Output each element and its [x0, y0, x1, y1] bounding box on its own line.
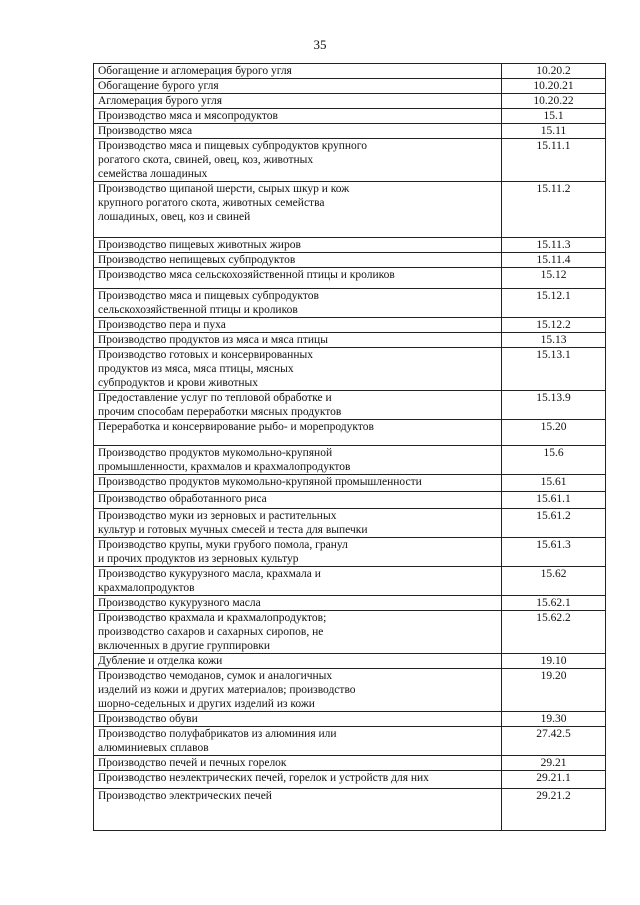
- activity-code: 15.13.1: [502, 348, 606, 391]
- activity-name: Производство продуктов мукомольно-крупяной промышленности, крахмалов и крахмалопродуктов: [94, 446, 502, 475]
- activity-name: Производство печей и печных горелок: [94, 756, 502, 771]
- activity-code: 15.12: [502, 268, 606, 289]
- activity-code: 15.11.4: [502, 253, 606, 268]
- table-row: [94, 509, 606, 538]
- activity-code: 29.21: [502, 756, 606, 771]
- table-row: [94, 391, 606, 420]
- table-row: [94, 253, 606, 268]
- table-row: [94, 348, 606, 391]
- table-row: [94, 124, 606, 139]
- table-row: [94, 712, 606, 727]
- table-row: [94, 289, 606, 318]
- activity-name: Обогащение бурого угля: [94, 79, 502, 94]
- table-row: [94, 567, 606, 596]
- table-row: [94, 79, 606, 94]
- activity-code: 15.11: [502, 124, 606, 139]
- table-row: [94, 596, 606, 611]
- activity-name: Производство муки из зерновых и растительных культур и готовых мучных смесей и теста для выпечки: [94, 509, 502, 538]
- activity-code: 15.6: [502, 446, 606, 475]
- activity-code: 15.11.1: [502, 139, 606, 182]
- activity-name: Производство пера и пуха: [94, 318, 502, 333]
- table-row: [94, 333, 606, 348]
- activity-code: 15.62.2: [502, 611, 606, 654]
- table-row: [94, 475, 606, 492]
- activity-code: 15.62: [502, 567, 606, 596]
- page-number: 35: [313, 37, 327, 52]
- activity-code: 29.21.1: [502, 771, 606, 789]
- activity-name: Производство мяса и пищевых субпродуктов сельскохозяйственной птицы и кроликов: [94, 289, 502, 318]
- activity-name: Предоставление услуг по тепловой обработке и прочим способам переработки мясных продуктов: [94, 391, 502, 420]
- activity-name: Производство крахмала и крахмалопродуктов; производство сахаров и сахарных сиропов, не включенных в другие группировки: [94, 611, 502, 654]
- activity-code: 15.12.2: [502, 318, 606, 333]
- activity-code: 15.1: [502, 109, 606, 124]
- activity-name: Производство обуви: [94, 712, 502, 727]
- activity-name: Производство готовых и консервированных продуктов из мяса, мяса птицы, мясных субпродуктов и крови животных: [94, 348, 502, 391]
- activity-code: 15.61.3: [502, 538, 606, 567]
- activity-name: Производство обработанного риса: [94, 492, 502, 509]
- activity-code: 10.20.2: [502, 64, 606, 79]
- table-row: [94, 669, 606, 712]
- activity-code: 15.11.2: [502, 182, 606, 238]
- activity-name: Дубление и отделка кожи: [94, 654, 502, 669]
- activity-code: 19.30: [502, 712, 606, 727]
- activity-code: 15.13.9: [502, 391, 606, 420]
- table-row: [94, 64, 606, 79]
- activity-code: 19.10: [502, 654, 606, 669]
- table-row: [94, 182, 606, 238]
- table-row: [94, 789, 606, 831]
- activity-code: 10.20.21: [502, 79, 606, 94]
- activity-code: 27.42.5: [502, 727, 606, 756]
- activity-code: 15.61: [502, 475, 606, 492]
- activity-name: Производство полуфабрикатов из алюминия или алюминиевых сплавов: [94, 727, 502, 756]
- table-row: [94, 109, 606, 124]
- table-row: [94, 756, 606, 771]
- activity-code: 29.21.2: [502, 789, 606, 831]
- activity-name: Производство мяса сельскохозяйственной птицы и кроликов: [94, 268, 502, 289]
- activity-name: Производство продуктов из мяса и мяса птицы: [94, 333, 502, 348]
- activity-name: Производство чемоданов, сумок и аналогичных изделий из кожи и других материалов; производство шорно-седельных и других изделий из кожи: [94, 669, 502, 712]
- activity-name: Агломерация бурого угля: [94, 94, 502, 109]
- table-row: [94, 139, 606, 182]
- table-row: [94, 420, 606, 446]
- activity-code: 15.20: [502, 420, 606, 446]
- table-row: [94, 268, 606, 289]
- activity-name: Производство непищевых субпродуктов: [94, 253, 502, 268]
- table-row: [94, 654, 606, 669]
- activity-code: 10.20.22: [502, 94, 606, 109]
- table-body: [94, 64, 606, 831]
- activity-code: 15.13: [502, 333, 606, 348]
- activity-name: Производство кукурузного масла, крахмала и крахмалопродуктов: [94, 567, 502, 596]
- activity-code: 15.61.1: [502, 492, 606, 509]
- activity-name: Производство мяса: [94, 124, 502, 139]
- activity-name: Производство крупы, муки грубого помола, гранул и прочих продуктов из зерновых культур: [94, 538, 502, 567]
- activity-code: 19.20: [502, 669, 606, 712]
- table-row: [94, 611, 606, 654]
- activity-name: Производство продуктов мукомольно-крупяной промышленности: [94, 475, 502, 492]
- activity-name: Производство электрических печей: [94, 789, 502, 831]
- table-row: [94, 94, 606, 109]
- table-row: [94, 238, 606, 253]
- table-row: [94, 771, 606, 789]
- table-row: [94, 727, 606, 756]
- activity-name: Производство мяса и пищевых субпродуктов крупного рогатого скота, свиней, овец, коз, животных семейства лошадиных: [94, 139, 502, 182]
- table-row: [94, 318, 606, 333]
- table-row: [94, 492, 606, 509]
- activity-code: 15.12.1: [502, 289, 606, 318]
- table-row: [94, 446, 606, 475]
- activity-code: 15.62.1: [502, 596, 606, 611]
- activity-name: Производство щипаной шерсти, сырых шкур и кож крупного рогатого скота, животных семейства лошадиных, овец, коз и свиней: [94, 182, 502, 238]
- activity-name: Производство неэлектрических печей, горелок и устройств для них: [94, 771, 502, 789]
- activity-code: 15.61.2: [502, 509, 606, 538]
- table-row: [94, 538, 606, 567]
- activity-codes-table: [93, 63, 606, 831]
- activity-name: Производство кукурузного масла: [94, 596, 502, 611]
- activity-code: 15.11.3: [502, 238, 606, 253]
- activity-name: Обогащение и агломерация бурого угля: [94, 64, 502, 79]
- activity-name: Производство мяса и мясопродуктов: [94, 109, 502, 124]
- activity-name: Переработка и консервирование рыбо- и морепродуктов: [94, 420, 502, 446]
- activity-name: Производство пищевых животных жиров: [94, 238, 502, 253]
